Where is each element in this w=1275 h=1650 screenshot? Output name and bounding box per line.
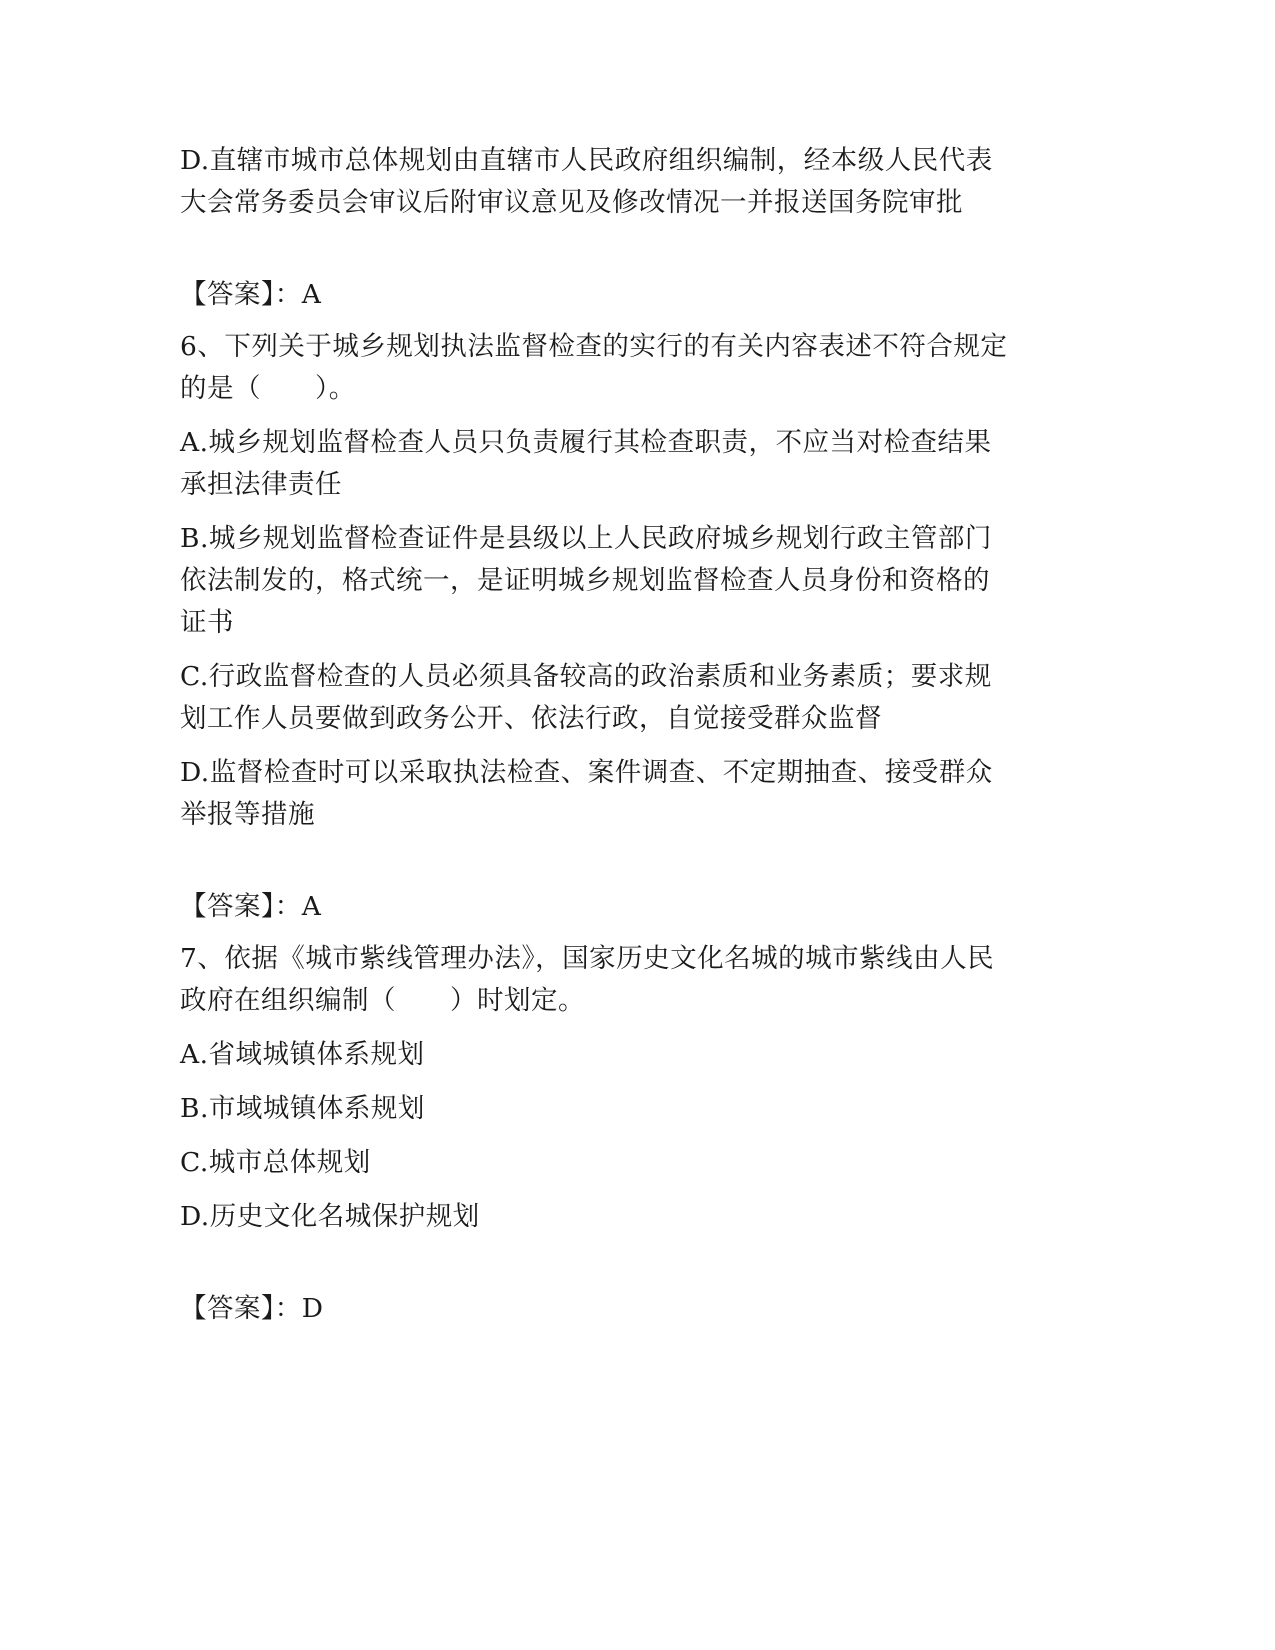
text-line: 6、下列关于城乡规划执法监督检查的实行的有关内容表述不符合规定 (180, 331, 1008, 362)
text-line: B.城乡规划监督检查证件是县级以上人民政府城乡规划行政主管部门 (180, 523, 992, 554)
q7-answer: 【答案】：D (180, 1293, 324, 1324)
text-line: 举报等措施 (180, 799, 315, 830)
text-line: 承担法律责任 (180, 469, 342, 500)
q7-option-d: D.历史文化名城保护规划 (180, 1201, 480, 1232)
text-line: 大会常务委员会审议后附审议意见及修改情况一并报送国务院审批 (180, 187, 963, 218)
q6-stem (180, 326, 1060, 410)
text-line: 政府在组织编制（ ）时划定。 (180, 985, 585, 1016)
text-line: D.直辖市城市总体规划由直辖市人民政府组织编制，经本级人民代表 (180, 145, 993, 176)
text-line: A.城乡规划监督检查人员只负责履行其检查职责，不应当对检查结果 (180, 427, 992, 458)
text-line: 证书 (180, 607, 234, 638)
q6-option-c (180, 656, 1060, 740)
text-line: D.监督检查时可以采取执法检查、案件调查、不定期抽查、接受群众 (180, 757, 993, 788)
q7-option-a: A.省域城镇体系规划 (180, 1039, 425, 1070)
text-line: C.行政监督检查的人员必须具备较高的政治素质和业务素质；要求规 (180, 661, 992, 692)
q7-stem (180, 938, 1060, 1022)
q6-option-d (180, 752, 1060, 836)
document-page (180, 140, 1060, 1330)
text-line: 划工作人员要做到政务公开、依法行政，自觉接受群众监督 (180, 703, 882, 734)
prev-answer: 【答案】：A (180, 279, 322, 310)
q7-option-c: C.城市总体规划 (180, 1147, 371, 1178)
q7-option-b: B.市域城镇体系规划 (180, 1093, 425, 1124)
q6-option-a (180, 422, 1060, 506)
q6-option-b (180, 518, 1060, 644)
prev-option-d (180, 140, 1060, 224)
text-line: 7、依据《城市紫线管理办法》，国家历史文化名城的城市紫线由人民 (180, 943, 995, 974)
text-line: 的是（ ）。 (180, 373, 356, 404)
text-line: 依法制发的，格式统一，是证明城乡规划监督检查人员身份和资格的 (180, 565, 990, 596)
q6-answer: 【答案】：A (180, 891, 322, 922)
